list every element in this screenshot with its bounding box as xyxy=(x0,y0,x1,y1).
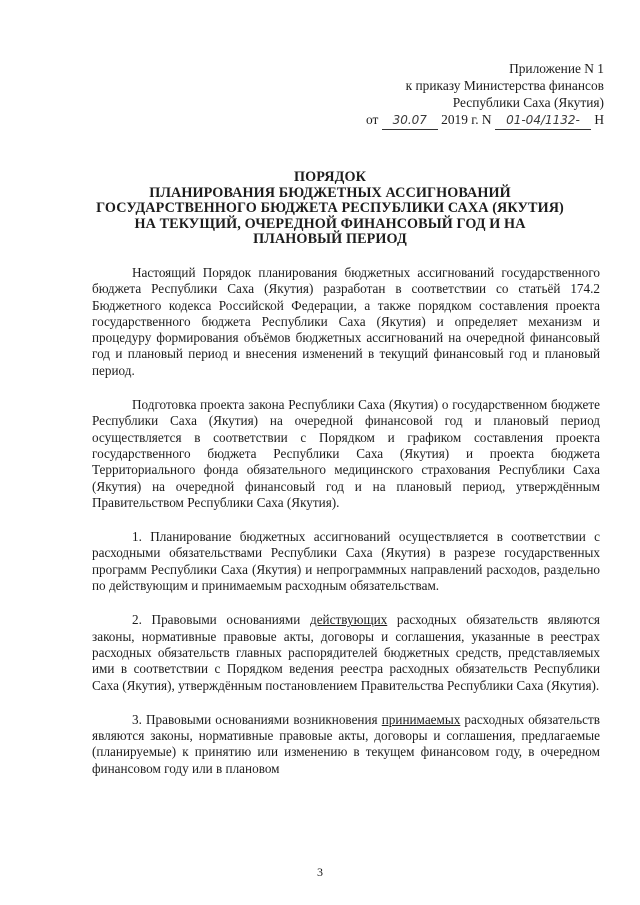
date-prefix: от xyxy=(366,112,379,127)
title-line-3: ГОСУДАРСТВЕННОГО БЮДЖЕТА РЕСПУБЛИКИ САХА (ЯКУТИЯ) xyxy=(96,200,564,216)
appendix-line-3: Республики Саха (Якутия) xyxy=(452,95,604,110)
appendix-line-1: Приложение N 1 xyxy=(509,61,604,76)
paragraph-item-3-underlined: принимаемых xyxy=(381,711,461,727)
document-body xyxy=(92,265,600,777)
title-line-4: НА ТЕКУЩИЙ, ОЧЕРЕДНОЙ ФИНАНСОВЫЙ ГОД И НА xyxy=(134,215,526,232)
page-number: 3 xyxy=(317,865,323,879)
paragraph-preparation: Подготовка проекта закона Республики Саха (Якутия) о государственном бюджете Республики Саха (Якутия) на очередной финансовой год и плановый период осуществляется в соответствии с Порядком и графиком составления проекта государственного бюджета Республики Саха (Якутия) и проекта бюджета Территориального фонда обязательного медицинского страхования Республики Саха (Якутия) на очередной финансовый год и на плановый период, утверждённым Правительством Республики Саха (Якутия). xyxy=(92,397,600,510)
paragraph-item-2 xyxy=(92,612,600,693)
appendix-line-2: к приказу Министерства финансов xyxy=(405,78,604,93)
title-line-1: ПОРЯДОК xyxy=(293,169,367,185)
order-number-suffix: Н xyxy=(594,112,604,127)
paragraph-item-2-text-b: расходных обязательств являются законы, нормативные правовые акты, договоры и соглашения, указанные в реестрах расходных обязательств главных распорядителей бюджетных средств, представляемых ими в соответствии с Порядком ведения реестра расходных обязательств Республики Саха (Якутия), утверждённым постановлением Правительства Республики Саха (Якутия). xyxy=(92,612,600,693)
appendix-header xyxy=(366,60,604,130)
title-line-5: ПЛАНОВЫЙ ПЕРИОД xyxy=(253,231,407,247)
title-line-2: ПЛАНИРОВАНИЯ БЮДЖЕТНЫХ АССИГНОВАНИЙ xyxy=(149,184,511,201)
paragraph-item-3 xyxy=(92,712,600,777)
paragraph-intro: Настоящий Порядок планирования бюджетных ассигнований государственного бюджета Республики Саха (Якутия) разработан в соответствии со статьёй 174.2 Бюджетного кодекса Российской Федерации, а также порядком составления проекта государственного бюджета Республики Саха (Якутия) и определяет механизм и процедуру формирования объёмов бюджетных ассигнований на очередной финансовый год и плановый период и внесения изменений в текущий финансовый год и плановый период. xyxy=(92,265,600,378)
handwritten-date: 30.07 xyxy=(382,112,438,130)
handwritten-order-number: 01-04/1132- xyxy=(495,112,591,130)
paragraph-item-1: 1. Планирование бюджетных ассигнований осуществляется в соответствии с расходными обязательствами Республики Саха (Якутия) в разрезе государственных программ Республики Саха (Якутия) и непрограммных направлений расходов, раздельно по действующим и принимаемым расходным обязательствам. xyxy=(92,529,600,594)
paragraph-item-3-text-a: 3. Правовыми основаниями возникновения xyxy=(132,711,382,727)
order-date-line xyxy=(366,111,604,130)
paragraph-item-3-text-b: расходных обязательств являются законы, нормативные правовые акты, договоры и соглашения, предлагаемые (планируемые) к принятию или изменению в текущем финансовом году, в очередном финансовом году или в плановом xyxy=(92,711,601,776)
paragraph-item-2-underlined: действующих xyxy=(309,612,388,628)
paragraph-item-2-text-a: 2. Правовыми основаниями xyxy=(132,612,310,628)
document-title xyxy=(60,170,600,248)
order-year: 2019 г. N xyxy=(441,112,492,127)
